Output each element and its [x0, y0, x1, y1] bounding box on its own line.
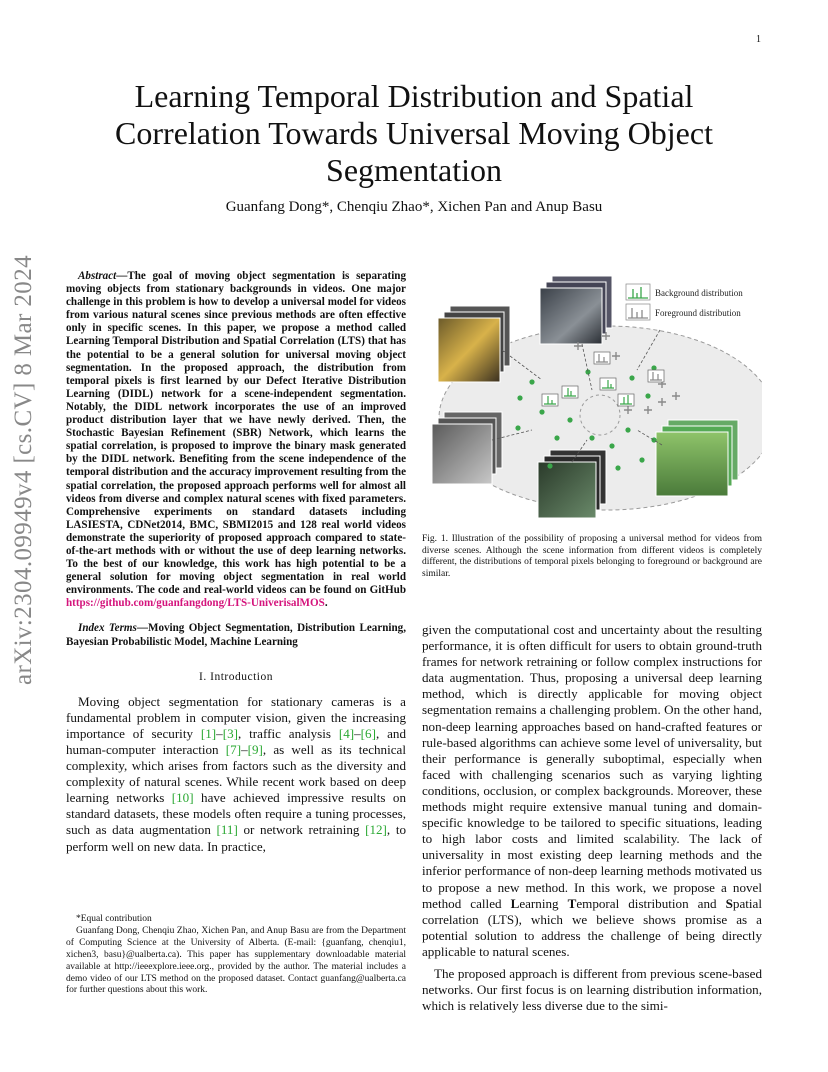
right-text: given the computational cost and uncertainty about the resulting performance, it is often difficult for users to obtain ground-truth frames for network retraining or follow complex instructions for data augmentation. Thus, proposing a universal deep learning method, which is directly applicable for moving object segmentation remains a challenging problem. On the other hand, non-deep learning approaches based on hand-crafted features or rule-based algorithms can achieve some level of universality, but their performance is generally suboptimal, especially when faced with challenging scenarios such as varying lighting conditions, occlusion, or complex backgrounds. Moreover, these methods might require extensive manual tuning and domain-specific knowledge to be tailored to specific situations, leading to high labor costs and limited scalability. The lack of universality in most existing deep learning methods and the inferior performance of non-deep learning methods motivated us to propose a new method. In this work, we propose a novel method called [422, 622, 762, 911]
footnote-equal-contribution: *Equal contribution [76, 914, 152, 924]
right-text: patial correlation (LTS), which we believe shows promise as a potential solution to address the challenge of being directly applicable to natural scenes. [422, 895, 762, 959]
right-column-text-2 [422, 966, 762, 1014]
intro-text: , and human-computer interaction [66, 725, 407, 757]
left-column [66, 270, 406, 855]
github-link[interactable]: https://github.com/guanfangdong/LTS-UniverisalMOS [66, 597, 325, 610]
citation-link[interactable]: [1] [200, 725, 217, 741]
citation-link[interactable]: [6] [360, 725, 376, 741]
intro-text: , traffic analysis [238, 725, 339, 741]
intro-paragraph [66, 694, 406, 855]
intro-text: , as well as its technical complexity, which arises from factors such as the diversity and complexity of natural scenes. While recent work based on deep learning networks [66, 742, 407, 806]
paper-title: Learning Temporal Distribution and Spatial Correlation Towards Universal Moving Object Segmentation [115, 78, 713, 188]
video-thumb-hallway [432, 412, 502, 484]
intro-text: have achieved impressive results on standard datasets, these models often require a tuning processes, such as data augmentation [66, 790, 406, 838]
citation-link[interactable]: [4] [338, 725, 355, 741]
right-column-text [422, 622, 762, 960]
figure-1 [422, 270, 762, 525]
figure-caption: Fig. 1. Illustration of the possibility of proposing a universal method for videos from diverse scenes. Although the scene information from different videos is completely different, the distributions of temporal pixels belonging to foreground or background are similar. [422, 534, 762, 579]
right-paragraph-1 [422, 622, 762, 960]
citation-link[interactable]: [9] [247, 742, 263, 757]
intro-text: – [216, 725, 223, 741]
intro-text: , to perform well on new data. In practice, [66, 822, 407, 854]
intro-text: Moving object segmentation for stationary cameras is a fundamental problem in computer vision, given the increasing importance of security [66, 693, 406, 741]
footnote-affiliation: Guanfang Dong, Chenqiu Zhao, Xichen Pan, and Anup Basu are from the Department of Computing Science at the University of Alberta. (E-mail: {guanfang, chenqiu1, xichen3, basu}@ualberta.ca). This paper has supplementary downloadable material available at http://ieeexplore.ieee.org., provided by the author. The material includes a demo video of our LTS method on the proposed dataset. Contact guanfang@ualberta.ca for further questions about this work. [66, 925, 406, 996]
abstract-end: . [324, 597, 328, 610]
abstract-text: —The goal of moving object segmentation is separating moving objects from stationary backgrounds in videos. One major challenge in this problem is how to develop a universal model for videos from various natural scenes since previous methods are often effective only in specific scenes. In this paper, we propose a method called Learning Temporal Distribution and Spatial Correlation (LTS) that has the potential to be a general solution for universal moving object segmentation. In the proposed approach, the distribution from temporal pixels is first learned by our Defect Iterative Distribution Learning (DIDL) network for a scene-independent segmentation. Notably, the DIDL network incorporates the use of an improved product distribution layer that we have newly derived. Then, the Stochastic Bayesian Refinement (SBR) Network, which learns the spatial correlation, is proposed to improve the binary mask generated by the DIDL network. Benefiting from the scene independence of the temporal distribution and the accuracy improvement resulting from the spatial correlation, the proposed approach performs well for almost all videos from diverse and complex natural scenes with fixed parameters. Comprehensive experiments on standard datasets including LASIESTA, CDNet2014, BMC, SBMI2015 and 128 real world videos demonstrate the superiority of proposed approach compared to state-of-the-art methods with or without the use of deep learning networks. To the best of our knowledge, this work has high potential to be a general solution for moving object segmentation in real world environments. The code and real-world videos can be found on GitHub [66, 270, 406, 597]
video-thumb-office [538, 450, 606, 518]
abstract-lead: Abstract [78, 270, 117, 282]
right-paragraph-2: The proposed approach is different from previous scene-based networks. Our first focus is on learning distribution information, which is relatively less diverse due to the simi- [422, 966, 762, 1014]
index-terms [66, 622, 406, 648]
right-text: earning [519, 895, 568, 911]
video-thumb-tunnel [540, 276, 612, 344]
intro-text: – [241, 742, 248, 757]
citation-link[interactable]: [11] [216, 822, 238, 838]
video-thumb-night-road [438, 306, 510, 382]
citation-link[interactable]: [7] [225, 742, 242, 757]
abstract [66, 270, 406, 610]
citation-link[interactable]: [10] [171, 790, 194, 806]
citation-link[interactable]: [3] [222, 725, 238, 741]
author-list: Guanfang Dong*, Chenqiu Zhao*, Xichen Pan and Anup Basu [225, 199, 603, 215]
footnotes [66, 914, 406, 997]
page-number: 1 [756, 34, 761, 45]
acronym-letter: S [725, 895, 733, 911]
intro-text: – [354, 725, 361, 741]
right-text: emporal distribution and [576, 895, 726, 911]
figure-illustration [422, 270, 762, 525]
acronym-letter: T [567, 895, 577, 911]
section-heading-introduction: I. Introduction [199, 670, 273, 683]
index-terms-text: —Moving Object Segmentation, Distribution Learning, Bayesian Probabilistic Model, Machine Learning [66, 622, 406, 648]
index-terms-lead: Index Terms [78, 622, 137, 635]
figure-legend [626, 284, 650, 320]
legend-background-label: Background distribution [655, 288, 743, 298]
arxiv-id: arXiv:2304.09949v4 [cs.CV] 8 Mar 2024 [10, 254, 37, 686]
video-thumb-park [656, 420, 738, 496]
citation-link[interactable]: [12] [365, 822, 387, 838]
acronym-letter: L [510, 895, 520, 911]
intro-text: or network retraining [237, 822, 366, 838]
legend-foreground-label: Foreground distribution [655, 308, 741, 318]
